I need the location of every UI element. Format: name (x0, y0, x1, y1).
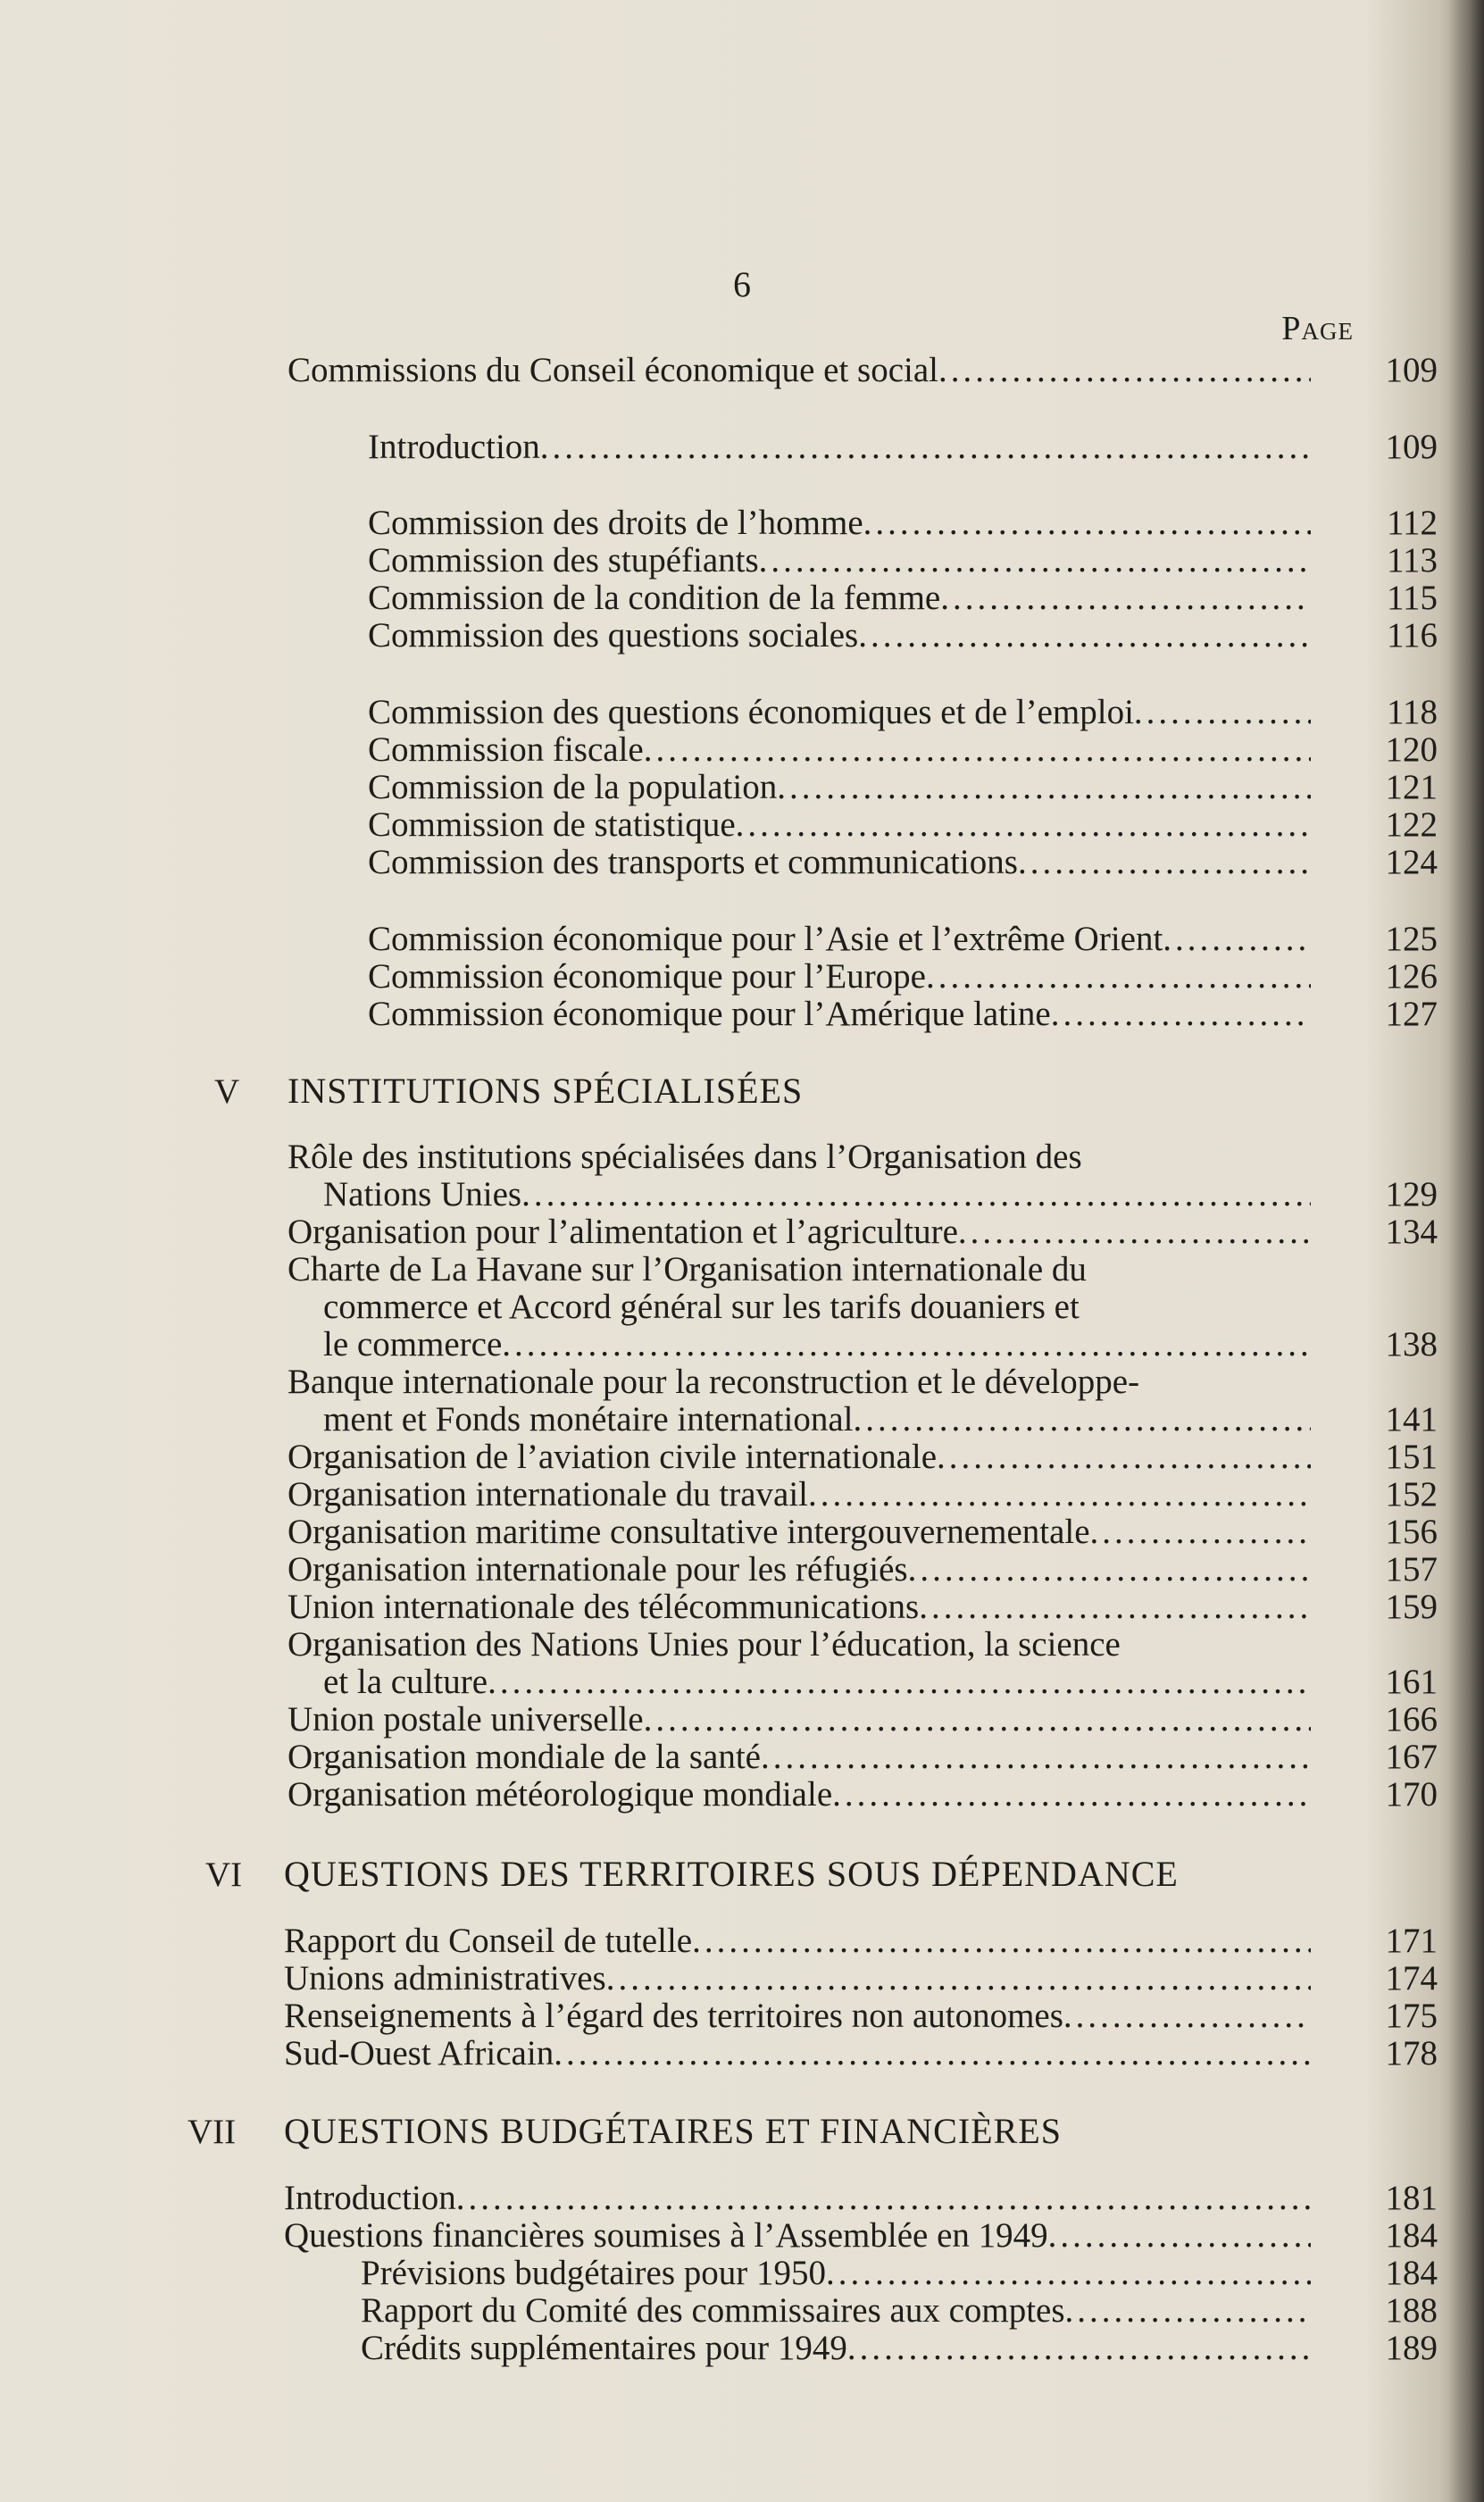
toc-entry-title: Unions administratives (284, 1959, 606, 1997)
dot-leader (554, 2034, 1311, 2073)
toc-page-number: 122 (1385, 805, 1438, 844)
toc-entry-title: Rapport du Conseil de tutelle (284, 1922, 693, 1960)
dot-leader (808, 1475, 1311, 1514)
toc-page-number: 189 (1385, 2329, 1438, 2367)
toc-entry (361, 2254, 1311, 2293)
dot-leader (863, 504, 1311, 543)
toc-entry-title: Commission de la condition de la femme (368, 579, 941, 617)
toc-entry (288, 1775, 1311, 1814)
toc-entry-title: Organisation internationale pour les réfugiés (288, 1550, 908, 1589)
dot-leader (940, 579, 1311, 618)
toc-entry (323, 1663, 1311, 1702)
toc-entry (368, 504, 1311, 543)
dot-leader (1163, 920, 1311, 959)
toc-entry-title: Organisation météorologique mondiale (288, 1775, 833, 1814)
toc-entry (288, 1738, 1311, 1777)
dot-leader (692, 1922, 1311, 1961)
dot-leader (937, 1438, 1311, 1477)
toc-entry (288, 351, 1311, 390)
dot-leader (761, 1738, 1311, 1777)
dot-leader (926, 957, 1311, 997)
toc-entry (368, 579, 1311, 618)
toc-entry (284, 2179, 1311, 2218)
toc-entry-title: Sud-Ouest Africain (284, 2034, 554, 2072)
toc-page-number: 174 (1385, 1959, 1438, 1997)
toc-entry (368, 428, 1311, 467)
toc-entry (284, 2034, 1311, 2073)
toc-entry (368, 730, 1311, 770)
toc-page-number: 129 (1385, 1175, 1438, 1213)
section-title: QUESTIONS BUDGÉTAIRES ET FINANCIÈRES (284, 2111, 1062, 2151)
toc-page-number: 115 (1386, 579, 1438, 617)
toc-entry (284, 1922, 1311, 1961)
toc-entry-title: Organisation pour l’alimentation et l’agriculture (288, 1213, 958, 1251)
dot-leader (847, 2329, 1311, 2368)
dot-leader (858, 616, 1311, 655)
toc-entry (368, 768, 1311, 807)
toc-entry (361, 2329, 1311, 2368)
toc-page-number: 124 (1385, 843, 1438, 881)
toc-entry-title: Commission économique pour l’Asie et l’extrême Orient (368, 920, 1163, 958)
toc-entry-title: Union postale universelle (288, 1700, 644, 1739)
toc-entry (323, 1325, 1311, 1364)
dot-leader (854, 1400, 1311, 1439)
toc-entry-title: Renseignements à l’égard des territoires non autonomes (284, 1997, 1063, 2035)
toc-entry (288, 1513, 1311, 1552)
dot-leader (908, 1550, 1311, 1589)
toc-entry-title: le commerce (323, 1325, 503, 1364)
toc-entry-title: Organisation mondiale de la santé (288, 1738, 761, 1776)
toc-page-number: 113 (1386, 541, 1438, 580)
dot-leader (1048, 2216, 1311, 2256)
toc-page-number: 127 (1385, 995, 1438, 1033)
toc-page-number: 112 (1386, 504, 1438, 542)
toc-entry-title: Commission économique pour l’Amérique latine (368, 995, 1051, 1033)
toc-entry-title: et la culture (323, 1663, 488, 1701)
toc-entry-title: Commission des questions sociales (368, 616, 859, 655)
toc-page-number: 188 (1385, 2291, 1438, 2330)
toc-entry-title: Organisation de l’aviation civile internationale (288, 1438, 938, 1476)
dot-leader (456, 2179, 1311, 2218)
toc-page-number: 167 (1385, 1738, 1438, 1776)
dot-leader (958, 1213, 1311, 1252)
toc-entry-title: Commission des questions économiques et de l’emploi (368, 693, 1134, 731)
toc-entry (368, 541, 1311, 580)
toc-page-number: 125 (1385, 920, 1438, 958)
toc-page-number: 138 (1385, 1325, 1438, 1364)
dot-leader (540, 428, 1311, 467)
toc-entry-title: Commission fiscale (368, 730, 644, 769)
dot-leader (1051, 995, 1311, 1034)
section-number: V (214, 1072, 240, 1111)
toc-entry (288, 1550, 1311, 1589)
toc-page-number: 156 (1385, 1513, 1438, 1551)
toc-page-number: 134 (1385, 1213, 1438, 1251)
dot-leader (938, 351, 1311, 390)
dot-leader (759, 541, 1311, 580)
toc-entry-title: Crédits supplémentaires pour 1949 (361, 2329, 847, 2367)
toc-page-number: 126 (1385, 957, 1438, 996)
dot-leader (502, 1325, 1311, 1364)
toc-entry (368, 805, 1311, 845)
toc-entry-line: commerce et Accord général sur les tarifs douaniers et (323, 1288, 1080, 1326)
toc-entry-title: Questions financières soumises à l’Assemblée en 1949 (284, 2216, 1048, 2255)
toc-entry (368, 616, 1311, 655)
toc-page-number: 118 (1386, 693, 1438, 731)
toc-entry-title: Commission de la population (368, 768, 778, 806)
dot-leader (606, 1959, 1311, 1998)
section-title: INSTITUTIONS SPÉCIALISÉES (288, 1071, 804, 1111)
toc-entry-title: Organisation internationale du travail (288, 1475, 809, 1514)
toc-entry-title: ment et Fonds monétaire international (323, 1400, 854, 1439)
toc-entry (284, 1997, 1311, 2036)
dot-leader (644, 730, 1311, 770)
dot-leader (1134, 693, 1311, 732)
toc-entry-title: Prévisions budgétaires pour 1950 (361, 2254, 827, 2292)
toc-page-number: 157 (1385, 1550, 1438, 1589)
dot-leader (1065, 2291, 1311, 2331)
toc-entry-title: Commission de statistique (368, 805, 736, 844)
toc-page-number: 161 (1385, 1663, 1438, 1701)
dot-leader (736, 805, 1311, 845)
dot-leader (1063, 1997, 1311, 2036)
toc-entry-line: Banque internationale pour la reconstruction et le développe- (288, 1363, 1140, 1401)
dot-leader (1018, 843, 1311, 882)
toc-entry-title: Commission des droits de l’homme (368, 504, 863, 542)
toc-entry-title: Introduction (284, 2179, 456, 2217)
toc-entry-title: Nations Unies (323, 1175, 522, 1213)
page-column-header: Page (1281, 310, 1354, 347)
section-number: VII (188, 2113, 237, 2151)
toc-page-number: 171 (1385, 1922, 1438, 1960)
toc-entry (284, 2216, 1311, 2256)
toc-page-number: 141 (1385, 1400, 1438, 1439)
toc-entry-title: Commissions du Conseil économique et social (288, 351, 939, 389)
toc-page-number: 178 (1385, 2034, 1438, 2072)
toc-page-number: 151 (1385, 1438, 1438, 1476)
toc-page-number: 152 (1385, 1475, 1438, 1514)
toc-page-number: 109 (1385, 428, 1438, 466)
dot-leader (521, 1175, 1311, 1214)
toc-entry-title: Commission économique pour l’Europe (368, 957, 926, 996)
toc-entry-line: Organisation des Nations Unies pour l’éducation, la science (288, 1625, 1121, 1664)
dot-leader (644, 1700, 1311, 1739)
dot-leader (832, 1775, 1311, 1814)
toc-entry-title: Rapport du Comité des commissaires aux comptes (361, 2291, 1065, 2330)
toc-page-number: 184 (1385, 2254, 1438, 2292)
toc-page-number: 181 (1385, 2179, 1438, 2217)
toc-entry-line: Rôle des institutions spécialisées dans l’Organisation des (288, 1138, 1082, 1176)
dot-leader (826, 2254, 1311, 2293)
toc-entry (368, 843, 1311, 882)
toc-entry (368, 957, 1311, 997)
toc-page-number: 121 (1385, 768, 1438, 806)
toc-entry (288, 1700, 1311, 1739)
toc-entry-title: Commission des stupéfiants (368, 541, 759, 580)
toc-page-number: 116 (1386, 616, 1438, 655)
dot-leader (777, 768, 1311, 807)
dot-leader (919, 1588, 1311, 1627)
dot-leader (488, 1663, 1311, 1702)
toc-entry (361, 2291, 1311, 2331)
toc-entry (288, 1588, 1311, 1627)
toc-entry (368, 995, 1311, 1034)
toc-entry (288, 1438, 1311, 1477)
toc-entry (288, 1213, 1311, 1252)
toc-entry-title: Union internationale des télécommunications (288, 1588, 920, 1626)
toc-entry-title: Organisation maritime consultative intergouvernementale (288, 1513, 1090, 1551)
toc-page-number: 170 (1385, 1775, 1438, 1814)
toc-page-number: 184 (1385, 2216, 1438, 2255)
toc-page-number: 120 (1385, 730, 1438, 769)
toc-page-number: 166 (1385, 1700, 1438, 1739)
toc-page-number: 109 (1385, 351, 1438, 389)
section-number: VI (205, 1856, 243, 1894)
toc-entry (323, 1175, 1311, 1214)
toc-entry (368, 920, 1311, 959)
toc-entry (284, 1959, 1311, 1998)
page-number: 6 (733, 264, 751, 304)
toc-entry (288, 1475, 1311, 1514)
toc-entry-title: Commission des transports et communications (368, 843, 1018, 881)
page-edge-shadow (1448, 0, 1484, 2502)
toc-entry (368, 693, 1311, 732)
section-title: QUESTIONS DES TERRITOIRES SOUS DÉPENDANCE (284, 1854, 1179, 1894)
toc-entry-line: Charte de La Havane sur l’Organisation internationale du (288, 1250, 1087, 1289)
toc-page-number: 175 (1385, 1997, 1438, 2035)
toc-page-number: 159 (1385, 1588, 1438, 1626)
dot-leader (1090, 1513, 1311, 1552)
toc-entry (323, 1400, 1311, 1439)
toc-entry-title: Introduction (368, 428, 540, 466)
